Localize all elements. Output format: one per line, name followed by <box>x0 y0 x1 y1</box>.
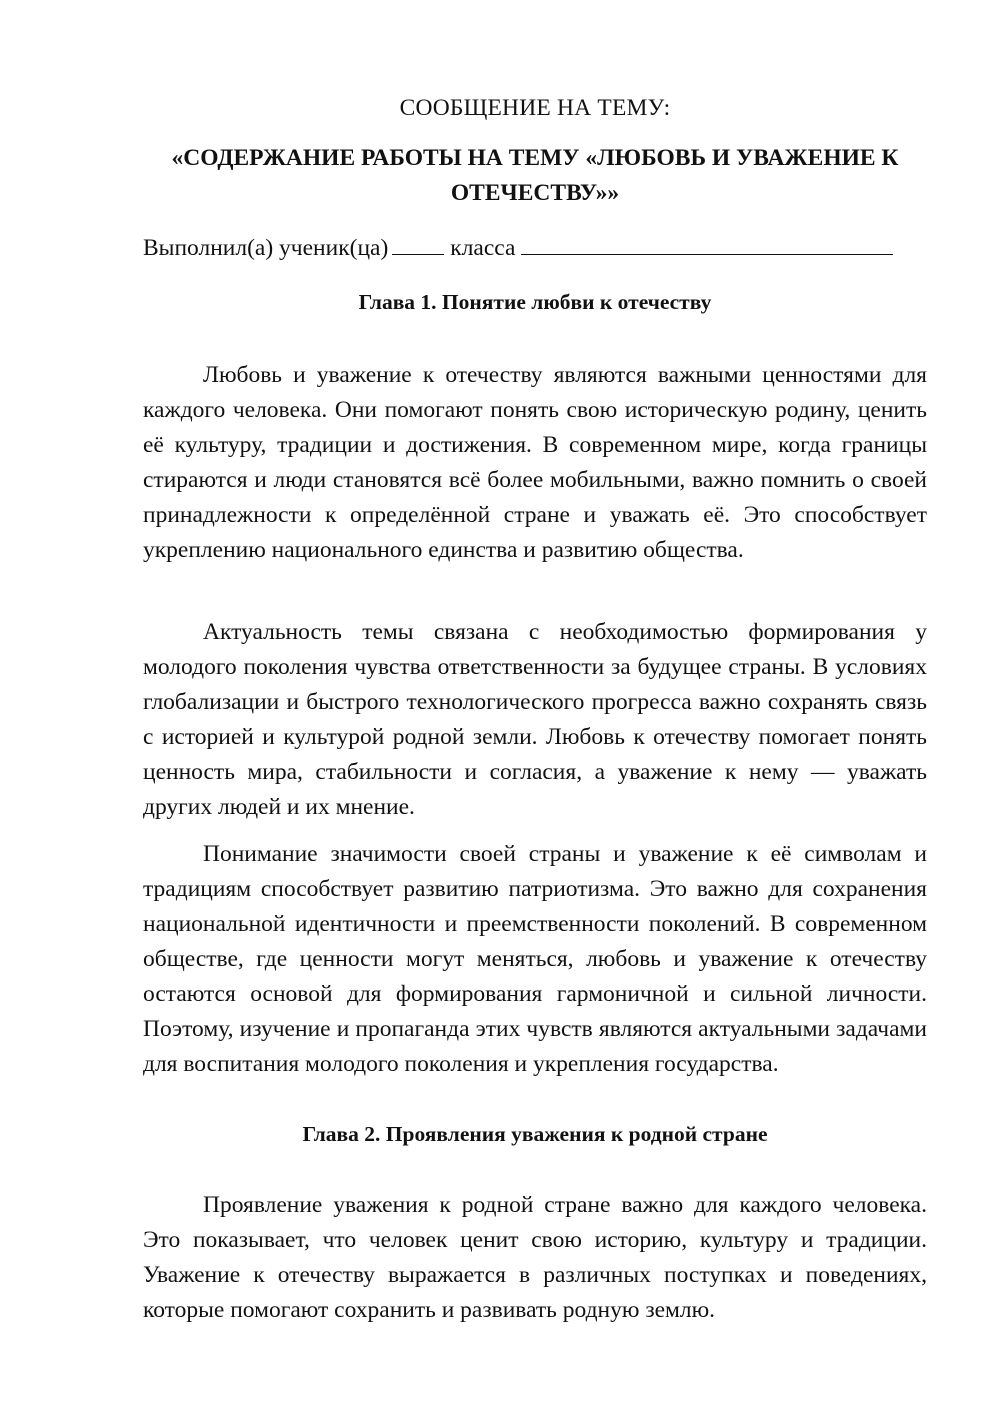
chapter-1-paragraph-2: Актуальность темы связана с необходимостью формирования у молодого поколения чувства ответственности за будущее страны. В условиях глобализации и быстрого технологического прогресса важно сохранять связь с историей и культурой родной земли. Любовь к отечеству помогает понять ценность мира, стабильности и согласия, а уважение к нему — уважать других людей и их мнение. <box>143 618 927 820</box>
author-line <box>143 232 927 263</box>
chapter-1-heading: Глава 1. Понятие любви к отечеству <box>358 290 712 314</box>
performed-by-label: Выполнил(а) ученик(ца) <box>143 235 389 261</box>
class-number-blank <box>392 232 444 255</box>
document-title-line-1: «СОДЕРЖАНИЕ РАБОТЫ НА ТЕМУ «ЛЮБОВЬ И УВАЖЕНИЕ К <box>171 145 899 171</box>
document-title-line-2: ОТЕЧЕСТВУ»» <box>450 180 620 206</box>
student-name-blank <box>521 232 893 255</box>
chapter-2-paragraph-1: Проявление уважения к родной стране важно для каждого человека. Это показывает, что человек ценит свою историю, культуру и традиции. Уважение к отечеству выражается в различных поступках и поведениях, которые помогают сохранить и развивать родную землю. <box>143 1191 927 1323</box>
class-label: класса <box>450 235 516 261</box>
chapter-1-paragraph-1: Любовь и уважение к отечеству являются важными ценностями для каждого человека. Они помогают понять свою историческую родину, ценить её культуру, традиции и достижения. В современном мире, когда границы стираются и люди становятся всё более мобильными, важно помнить о своей принадлежности к определённой стране и уважать её. Это способствует укреплению национального единства и развитию общества. <box>143 361 927 563</box>
chapter-1-paragraph-3: Понимание значимости своей страны и уважение к её символам и традициям способствует развитию патриотизма. Это важно для сохранения национальной идентичности и преемственности поколений. В современном обществе, где ценности могут меняться, любовь и уважение к отечеству остаются основой для формирования гармоничной и сильной личности. Поэтому, изучение и пропаганда этих чувств являются актуальными задачами для воспитания молодого поколения и укрепления государства. <box>143 840 927 1078</box>
chapter-2-heading: Глава 2. Проявления уважения к родной стране <box>302 1122 768 1146</box>
document-topic-line: СООБЩЕНИЕ НА ТЕМУ: <box>399 95 671 121</box>
